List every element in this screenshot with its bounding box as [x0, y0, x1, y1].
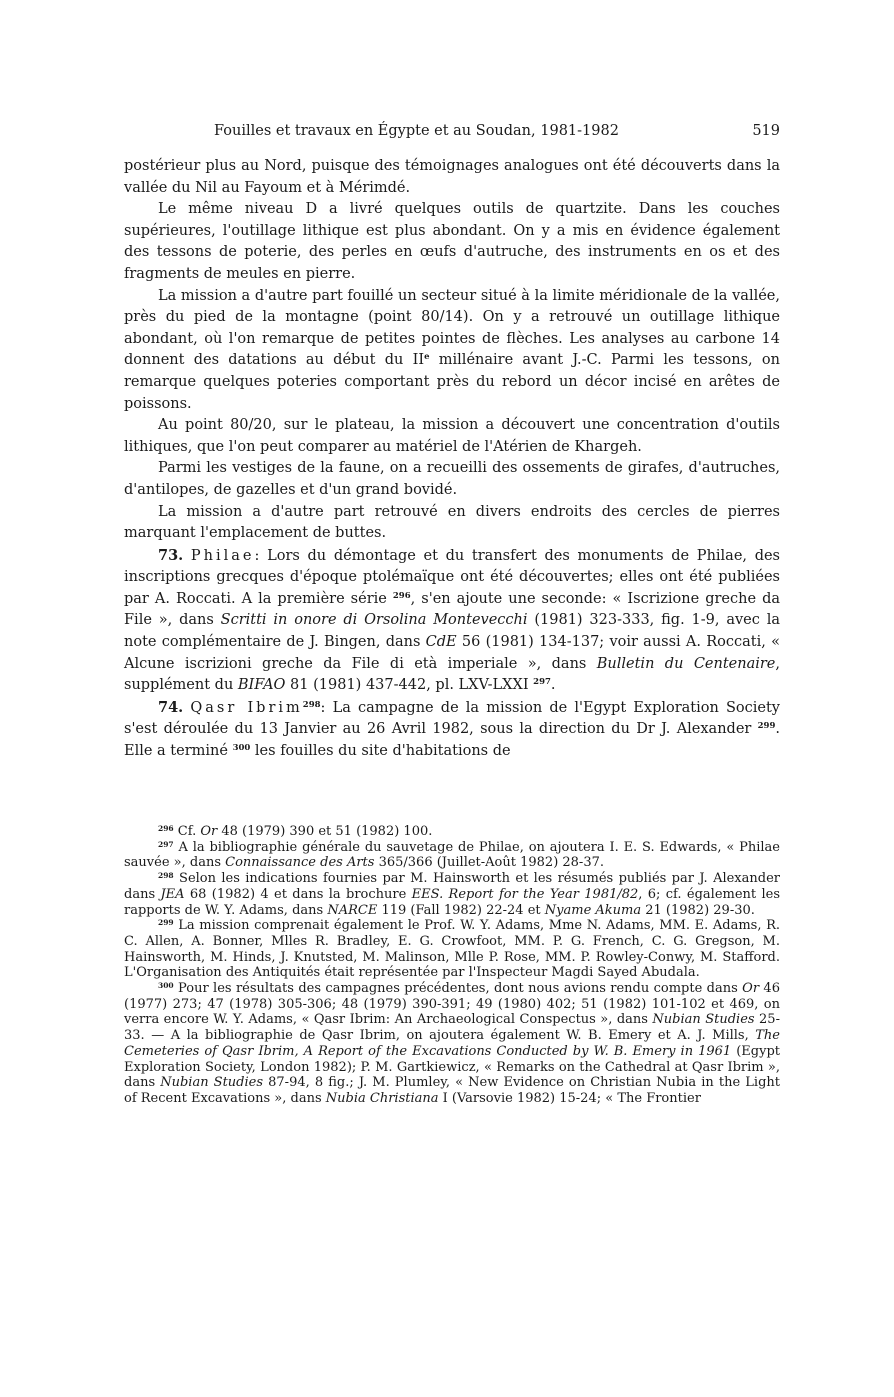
running-title: Fouilles et travaux en Égypte et au Soudan, 1981-1982 — [214, 123, 619, 139]
footnote-ref-300: 300 — [232, 743, 251, 754]
footnote-ref-298: 298 — [302, 699, 321, 710]
footnote-298: $^{298}$ Selon les indications fournies par M. Hainsworth et les résumés publiés par J. Alexander dans JEA 68 (1982) 4 et dans la brochure EES. Report for the Year 1981/82, 6; cf. également les rapports de W. Y. Adams, dans NARCE 119 (Fall 1982) 22-24 et Nyame Akuma 21 (1982) 29-30. — [124, 871, 780, 918]
footnote-ref-297: 297 — [533, 677, 551, 688]
paragraph-2: Le même niveau D a livré quelques outils de quartzite. Dans les couches supérieures, l'outillage lithique est plus abondant. On y a mis en évidence également des tessons de poterie, des perles en œufs d'autruche, des instruments en os et des fragments de meules en pierre. — [124, 201, 780, 282]
footnote-296: $^{296}$ Cf. Or 48 (1979) 390 et 51 (1982) 100. — [158, 824, 433, 839]
section-73: 73. Philae: Lors du démontage et du transfert des monuments de Philae, des inscriptions grecques d'époque ptolémaïque ont été découvertes; elles ont été publiées par A. Roccati. A la première série $^{296}$, s'en ajoute une seconde: « Iscrizione greche da File », dans Scritti in onore di Orsolina Montevecchi (1981) 323-333, fig. 1-9, avec la note complémentaire de J. Bingen, dans CdE 56 (1981) 134-137; voir aussi A. Roccati, « Alcune iscrizioni greche da File di età imperiale », dans Bulletin du Centenaire, supplément du BIFAO 81 (1981) 437-442, pl. LXV-LXXI $^{297}$. — [124, 546, 781, 694]
section-74: 74. Qasr Ibrim$^{298}$: La campagne de la mission de l'Egypt Exploration Society s'est déroulée du 13 Janvier au 26 Avril 1982, sous la direction du Dr J. Alexander $^{299}$. Elle a terminé $^{300}$ les fouilles du site d'habitations de — [124, 698, 781, 760]
footnote-ref-299: 299 — [757, 721, 776, 732]
footnote-ref-296: 296 — [392, 590, 411, 601]
footnote-300: $^{300}$ Pour les résultats des campagnes précédentes, dont nous avions rendu compte dans Or 46 (1977) 273; 47 (1978) 305-306; 48 (1979) 390-391; 49 (1980) 402; 51 (1982) 101-102 et 469, on verra encore W. Y. Adams, « Qasr Ibrim: An Archaeological Conspectus », dans Nubian Studies 25-33. — A la bibliographie de Qasr Ibrim, on ajoutera également W. B. Emery et A. J. Mills, The Cemeteries of Qasr Ibrim, A Report of the Excavations Conducted by W. B. Emery in 1961 (Egypt Exploration Society, London 1982); P. M. Gartkiewicz, « Remarks on the Cathedral at Qasr Ibrim », dans Nubian Studies 87-94, 8 fig.; J. M. Plumley, « New Evidence on Christian Nubia in the Light of Recent Excavations », dans Nubia Christiana I (Varsovie 1982) 15-24; « The Frontier — [124, 981, 780, 1106]
site-name-philae: Philae — [190, 547, 255, 564]
paragraph-5: Parmi les vestiges de la faune, on a recueilli des ossements de girafes, d'autruches, d'antilopes, de gazelles et d'un grand bovidé. — [124, 460, 780, 498]
paragraph-3: La mission a d'autre part fouillé un secteur situé à la limite méridionale de la vallée, près du pied de la montagne (point 80/14). On y a retrouvé un outillage lithique abondant, où l'on remarque de petites pointes de flèches. Les analyses au carbone 14 donnent des datations au début du IIe millénaire avant J.-C. Parmi les tessons, on remarque quelques poteries comportant près du rebord un décor incisé en arêtes de poissons. — [124, 287, 781, 412]
page-number: 519 — [752, 123, 780, 139]
main-text — [124, 156, 780, 763]
footnote-299: $^{299}$ La mission comprenait également le Prof. W. Y. Adams, Mme N. Adams, MM. E. Adams, R. C. Allen, A. Bonner, Mlles R. Bradley, E. G. Crowfoot, MM. P. G. French, C. G. Gregson, M. Hainsworth, M. Hinds, J. Knutsted, M. Malinson, Mlle P. Rose, MM. P. Rowley-Conwy, M. Stafford. L'Organisation des Antiquités était représentée par l'Inspecteur Magdi Sayed Abudala. — [124, 918, 780, 981]
paragraph-4: Au point 80/20, sur le plateau, la mission a découvert une concentration d'outils lithiques, que l'on peut comparer au matériel de l'Atérien de Khargeh. — [124, 417, 780, 455]
footnote-297: $^{297}$ A la bibliographie générale du sauvetage de Philae, on ajoutera I. E. S. Edwards, « Philae sauvée », dans Connaissance des Arts 365/366 (Juillet-Août 1982) 28-37. — [124, 839, 780, 871]
footnotes — [124, 824, 780, 1107]
site-name-qasr-ibrim: Qasr Ibrim — [190, 699, 303, 716]
page-header — [124, 120, 780, 142]
paragraph-6: La mission a d'autre part retrouvé en divers endroits des cercles de pierres marquant l'emplacement de buttes. — [124, 503, 780, 542]
paragraph-1: postérieur plus au Nord, puisque des témoignages analogues ont été découverts dans la vallée du Nil au Fayoum et à Mérimdé. — [124, 158, 780, 196]
